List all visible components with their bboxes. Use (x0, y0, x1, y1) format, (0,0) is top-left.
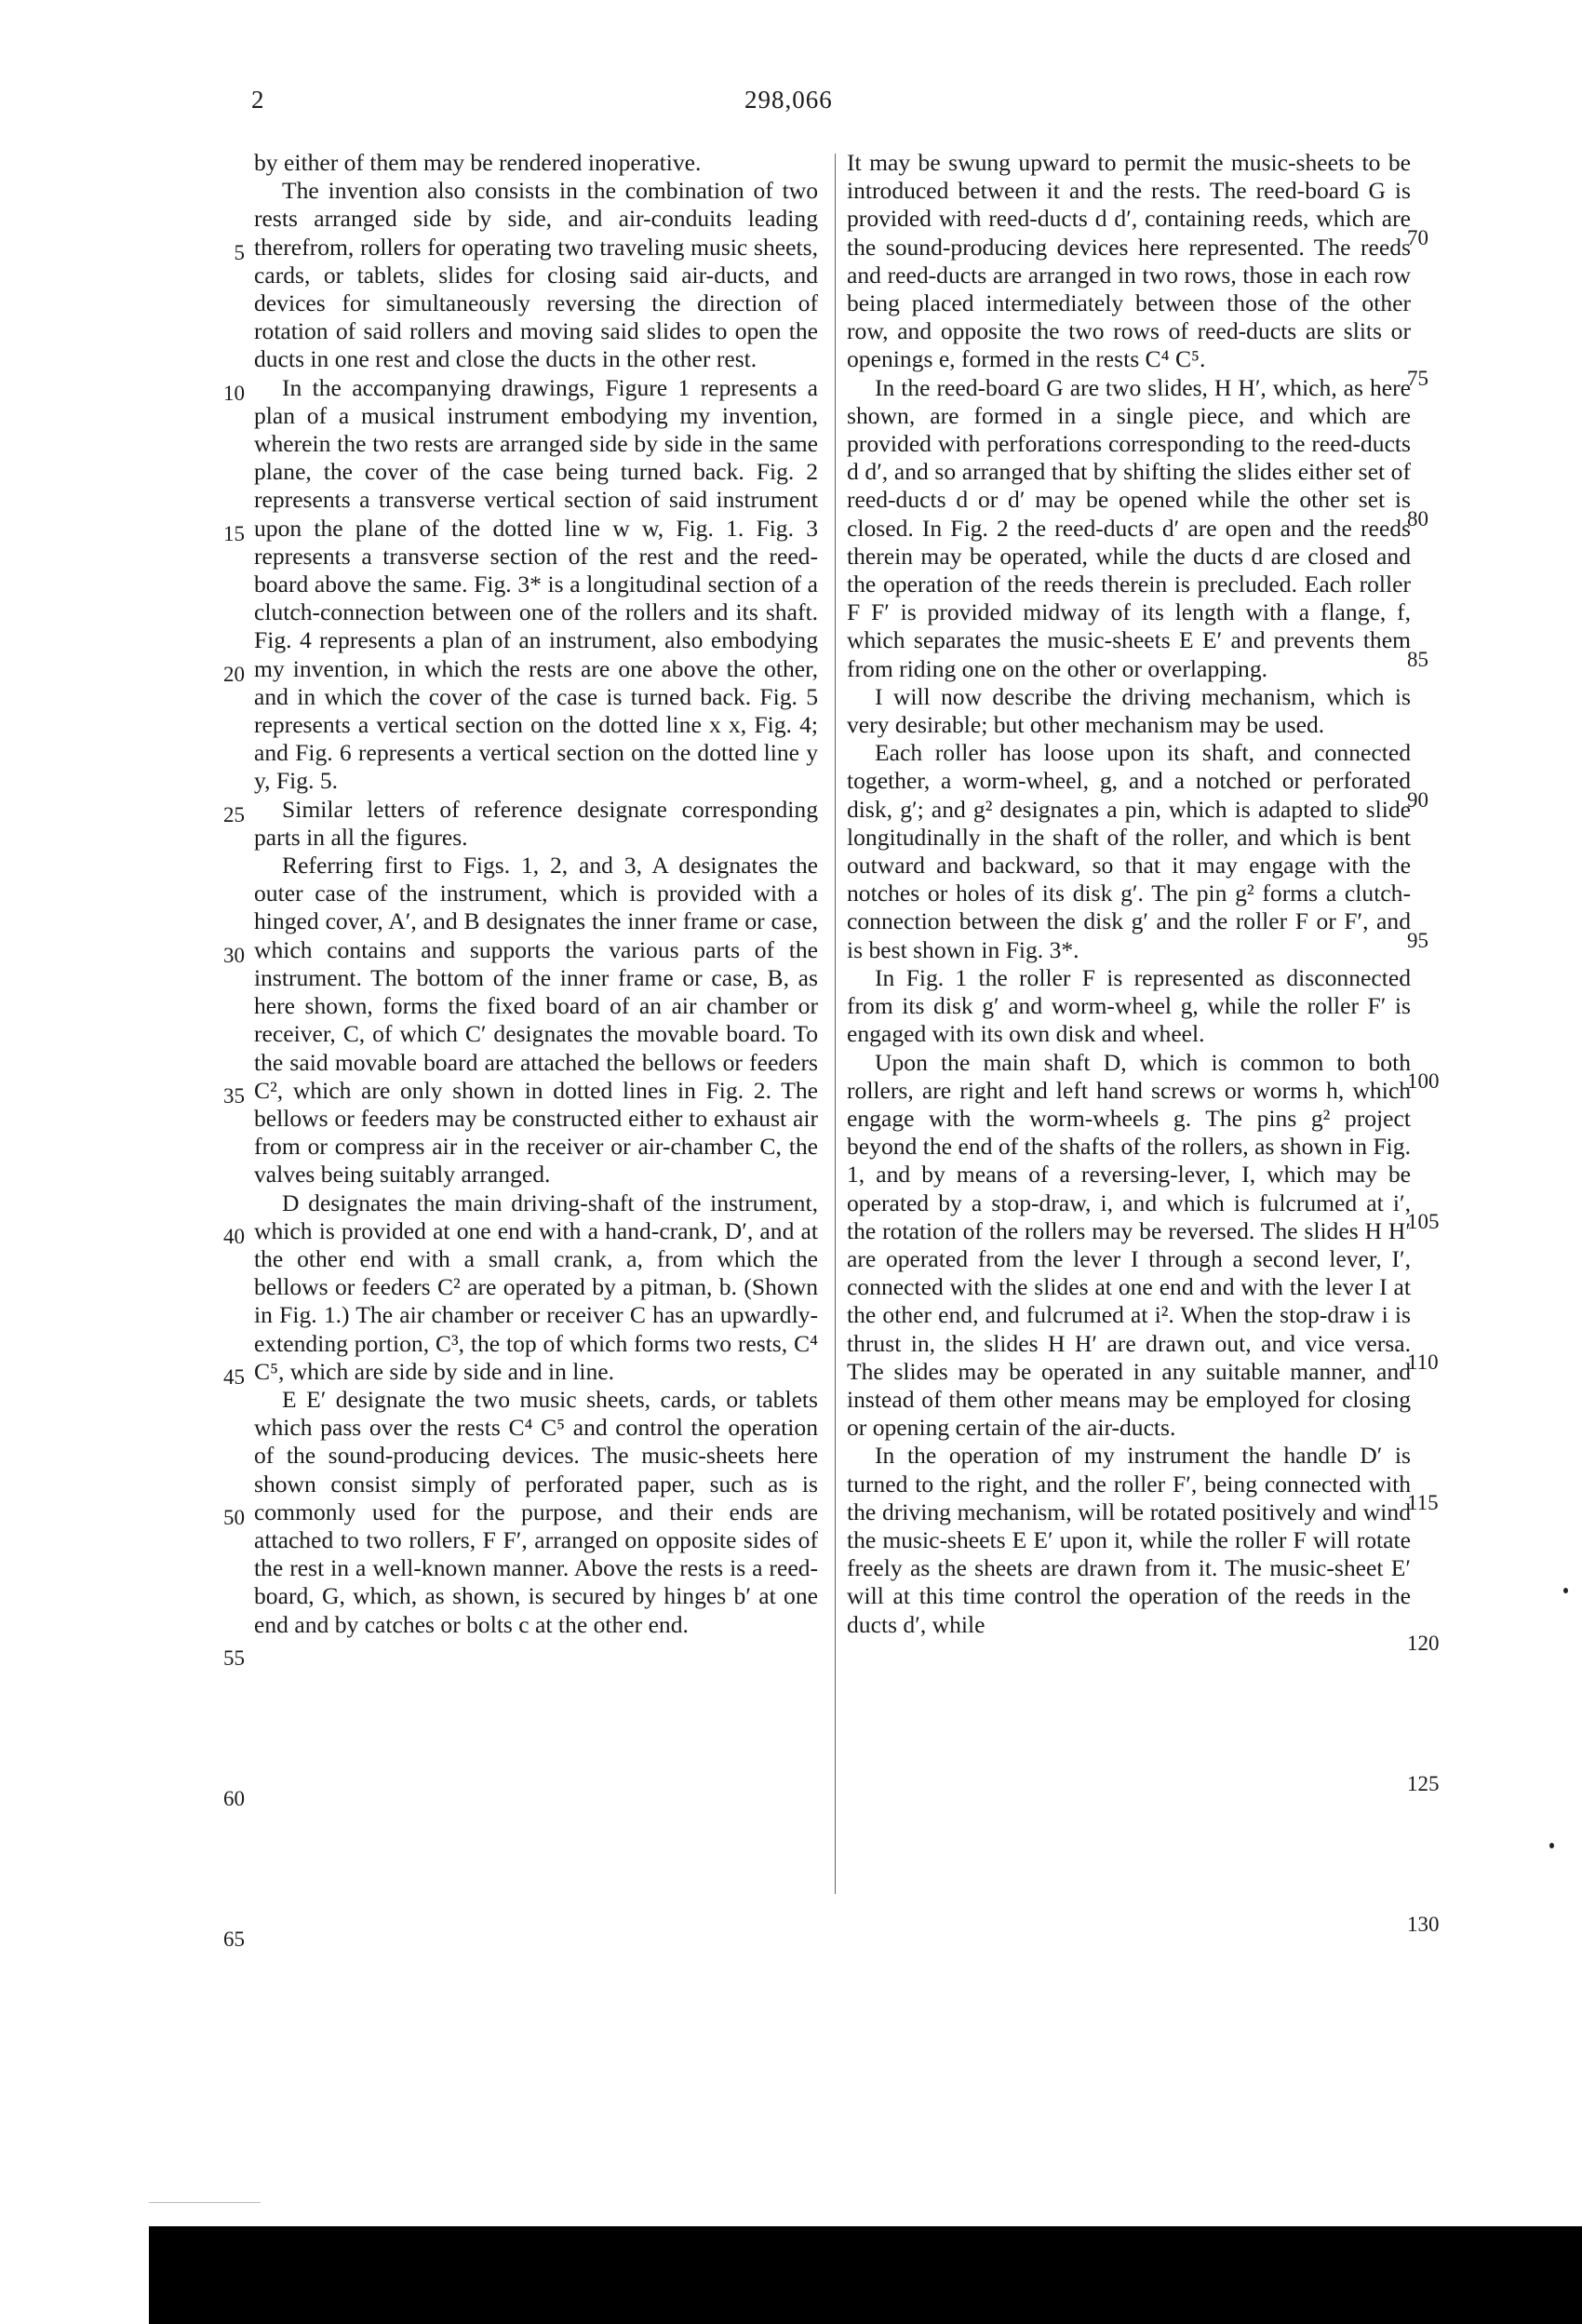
page-number: 2 (251, 86, 265, 114)
line-number: 120 (1407, 1632, 1440, 1655)
line-number: 55 (223, 1646, 245, 1670)
line-number: 90 (1407, 788, 1428, 812)
line-number: 95 (1407, 929, 1428, 952)
paragraph: The invention also consists in the combination of two rests arranged side by side, and air-conduits leading therefrom, rollers for operating two traveling music sheets, cards, or tablets, slides for closing said air-ducts, and devices for simultaneously reversing the direction of rotation of said rollers and moving said slides to open the ducts in one rest and close the ducts in the other rest. (254, 177, 818, 373)
line-number: 25 (223, 803, 245, 826)
line-number: 100 (1407, 1069, 1440, 1093)
paragraph: Referring first to Figs. 1, 2, and 3, A designates the outer case of the instrument, which is provided with a hinged cover, A′, and B designates the inner frame or case, which contains and supports the various parts of the instrument. The bottom of the inner frame or case, B, as here shown, forms the fixed board of an air chamber or receiver, C, of which C′ designates the movable board. To the said movable board are attached the bellows or feeders C², which are only shown in dotted lines in Fig. 2. The bellows or feeders may be constructed either to exhaust air from or compress air in the receiver or air-chamber C, the valves being suitably arranged. (254, 852, 818, 1189)
line-number: 75 (1407, 367, 1428, 390)
line-number: 110 (1407, 1350, 1439, 1374)
line-number: 15 (223, 522, 245, 545)
line-number: 105 (1407, 1210, 1440, 1233)
line-number: 80 (1407, 507, 1428, 531)
line-number: 10 (223, 382, 245, 405)
paragraph: In the reed-board G are two slides, H H′, which, as here shown, are formed in a single piece, and which are provided with perforations corresponding to the reed-ducts d d′, and so arranged that by shifting the slides either set of reed-ducts d or d′ may be opened while the other set is closed. In Fig. 2 the reed-ducts d′ are open and the reeds therein may be operated, while the ducts d are closed and the operation of the reeds therein is precluded. Each roller F F′ is provided midway of its length with a flange, f, which separates the music-sheets E E′ and prevents them from riding one on the other or overlapping. (847, 373, 1411, 682)
line-number: 5 (234, 241, 245, 264)
line-number: 60 (223, 1787, 245, 1810)
paragraph: D designates the main driving-shaft of the instrument, which is provided at one end with a hand-crank, D′, and at the other end with a small crank, a, from which the bellows or feeders C² are operated by a pitman, b. (Shown in Fig. 1.) The air chamber or receiver C has an upwardly-extending portion, C³, the top of which forms two rests, C⁴ C⁵, which are side by side and in line. (254, 1189, 818, 1385)
line-number: 40 (223, 1225, 245, 1248)
line-number: 20 (223, 663, 245, 686)
ink-speck (1563, 1588, 1568, 1593)
line-number: 35 (223, 1084, 245, 1108)
line-number: 115 (1407, 1491, 1439, 1514)
paragraph: In Fig. 1 the roller F is represented as disconnected from its disk g′ and worm-wheel g, while the roller F′ is engaged with its own disk and wheel. (847, 963, 1411, 1048)
line-number: 130 (1407, 1913, 1440, 1936)
line-number: 125 (1407, 1772, 1440, 1795)
scan-artifact (149, 2202, 261, 2203)
column-divider (835, 154, 836, 1894)
paragraph: In the accompanying drawings, Figure 1 represents a plan of a musical instrument embodying my invention, wherein the two rests are arranged side by side in the same plane, the cover of the case being turned back. Fig. 2 represents a transverse vertical section of said instrument upon the plane of the dotted line w w, Fig. 1. Fig. 3 represents a transverse section of the rest and the reed-board above the same. Fig. 3* is a longitudinal section of a clutch-connection between one of the rollers and its shaft. Fig. 4 represents a plan of an instrument, also embodying my invention, in which the rests are one above the other, and in which the cover of the case is turned back. Fig. 5 represents a vertical section on the dotted line x x, Fig. 4; and Fig. 6 represents a vertical section on the dotted line y y, Fig. 5. (254, 373, 818, 795)
patent-number: 298,066 (744, 86, 833, 114)
line-number: 50 (223, 1506, 245, 1529)
line-number: 30 (223, 944, 245, 967)
left-column (254, 149, 818, 1639)
paragraph: by either of them may be rendered inoperative. (254, 149, 702, 176)
paragraph: Similar letters of reference designate corresponding parts in all the figures. (254, 795, 818, 851)
ink-speck (1549, 1843, 1554, 1848)
line-number: 85 (1407, 648, 1428, 671)
paragraph: Each roller has loose upon its shaft, and connected together, a worm-wheel, g, and a notched or perforated disk, g′; and g² designates a pin, which is adapted to slide longitudinally in the shaft of the roller, and which is bent outward and backward, so that it may engage with the notches or holes of its disk g′. The pin g² forms a clutch-connection between the disk g′ and the roller F or F′, and is best shown in Fig. 3*. (847, 739, 1411, 963)
paragraph: I will now describe the driving mechanism, which is very desirable; but other mechanism may be used. (847, 682, 1411, 739)
line-number: 65 (223, 1928, 245, 1951)
paragraph: It may be swung upward to permit the music-sheets to be introduced between it and the rests. The reed-board G is provided with reed-ducts d d′, containing reeds, which are the sound-producing devices here represented. The reeds and reed-ducts are arranged in two rows, those in each row being placed intermediately between those of the other row, and opposite the two rows of reed-ducts are slits or openings e, formed in the rests C⁴ C⁵. (847, 149, 1411, 373)
right-column (847, 149, 1411, 1639)
line-number: 45 (223, 1365, 245, 1389)
paragraph: Upon the main shaft D, which is common to both rollers, are right and left hand screws or worms h, which engage with the worm-wheels g. The pins g² project beyond the end of the shafts of the rollers, as shown in Fig. 1, and by means of a reversing-lever, I, which may be operated by a stop-draw, i, and which is fulcrumed at i′, the rotation of the rollers may be reversed. The slides H H′ are operated from the lever I through a second lever, I′, connected with the slides at one end and with the lever I at the other end, and fulcrumed at i². When the stop-draw i is thrust in, the slides H H′ are drawn out, and vice versa. The slides may be operated in any suitable manner, and instead of them other means may be employed for closing or opening certain of the air-ducts. (847, 1048, 1411, 1442)
scan-border-bar (149, 2226, 1582, 2324)
paragraph: E E′ designate the two music sheets, cards, or tablets which pass over the rests C⁴ C⁵ and control the operation of the sound-producing devices. The music-sheets here shown consist simply of perforated paper, such as is commonly used for the purpose, and their ends are attached to two rollers, F F′, arranged on opposite sides of the rest in a well-known manner. Above the rests is a reed-board, G, which, as shown, is secured by hinges b′ at one end and by catches or bolts c at the other end. (254, 1385, 818, 1638)
paragraph: In the operation of my instrument the handle D′ is turned to the right, and the roller F′, being connected with the driving mechanism, will be rotated positively and wind the music-sheets E E′ upon it, while the roller F will rotate freely as the sheets are drawn from it. The music-sheet E′ will at this time control the operation of the reeds in the ducts d′, while (847, 1442, 1411, 1638)
line-number: 70 (1407, 226, 1428, 249)
